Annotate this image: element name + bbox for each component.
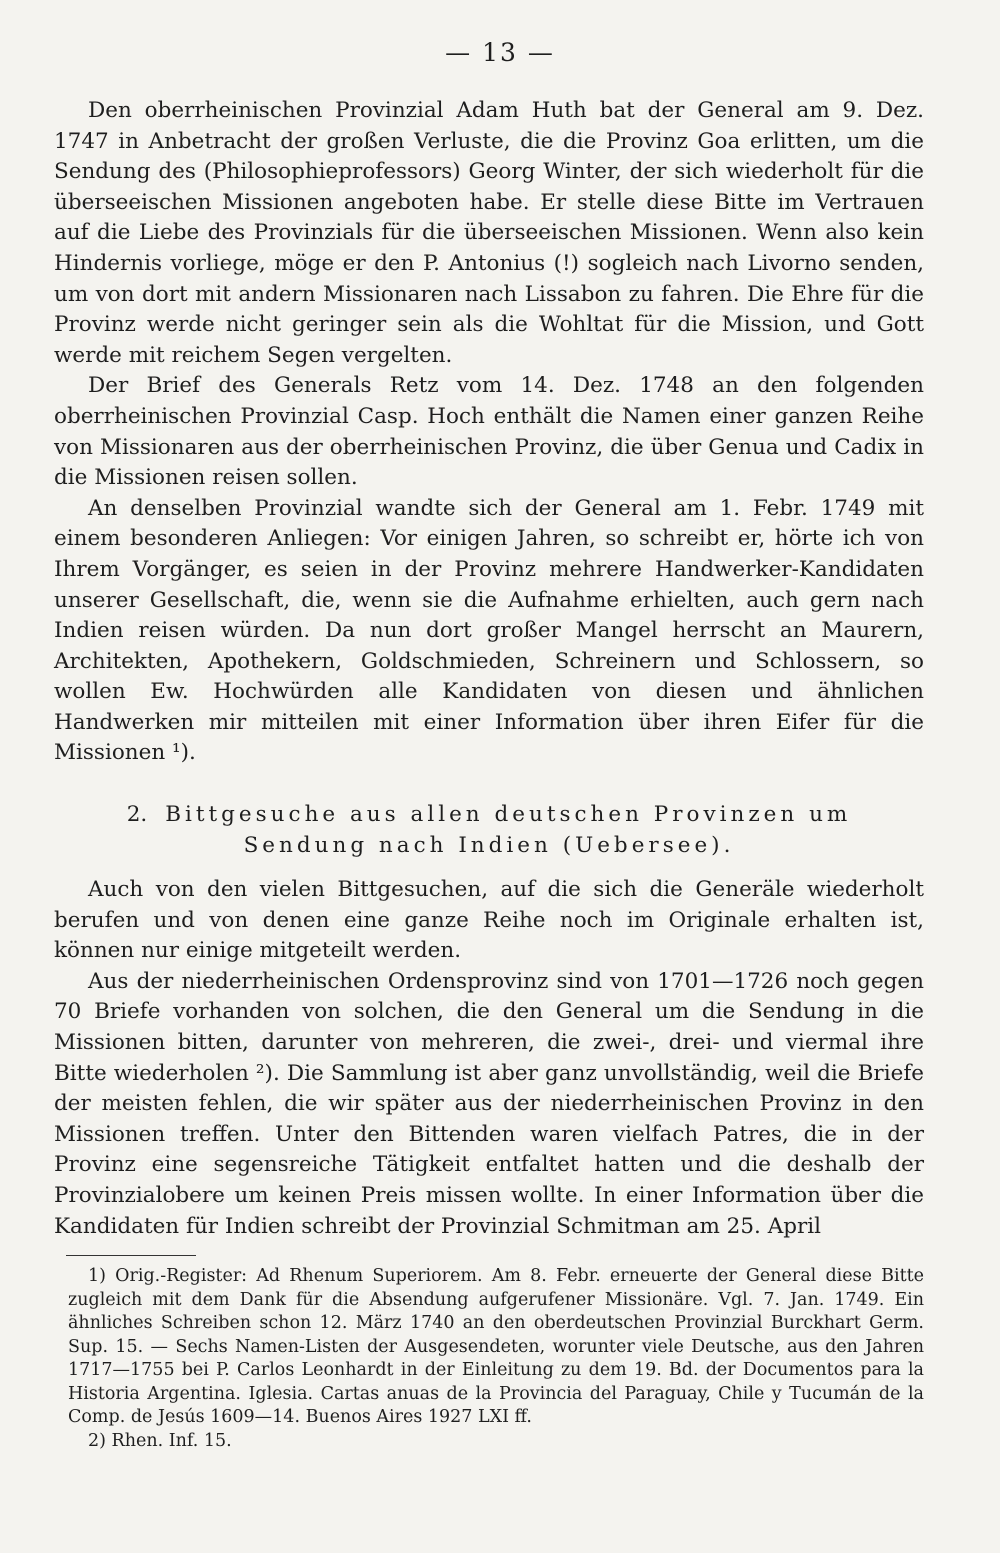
section-title-line2: Sendung nach Indien (Uebersee).: [243, 833, 735, 859]
paragraph: Aus der niederrheinischen Ordensprovinz sind von 1701—1726 noch gegen 70 Briefe vorhanden von solchen, die den General um die Sendung in die Missionen bitten, darunter von mehreren, die zwei-, drei- und viermal ihre Bitte wiederholen ²). Die Sammlung ist aber ganz unvollständig, weil die Briefe der meisten fehlen, die wir später aus der niederrheinischen Provinz in den Missionen treffen. Unter den Bittenden waren vielfach Patres, die in der Provinz eine segensreiche Tätigkeit entfaltet hatten und die deshalb der Provinzialobere um keinen Preis missen wollte. In einer Information über die Kandidaten für Indien schreibt der Provinzial Schmitman am 25. April: [54, 968, 924, 1239]
paragraph: Der Brief des Generals Retz vom 14. Dez. 1748 an den folgenden oberrheinischen Provinzial Casp. Hoch enthält die Namen einer ganzen Reihe von Missionaren aus der oberrheinischen Provinz, die über Genua und Cadix in die Missionen reisen sollen.: [54, 373, 924, 491]
section-heading: [54, 799, 924, 861]
page-number: — 13 —: [445, 38, 555, 67]
paragraph: Den oberrheinischen Provinzial Adam Huth bat der General am 9. Dez. 1747 in Anbetracht der großen Verluste, die die Provinz Goa erlitten, um die Sendung des (Philosophieprofessors) Georg Winter, der sich wiederholt für die überseeischen Missionen angeboten habe. Er stelle diese Bitte im Vertrauen auf die Liebe des Provinzials für die überseeischen Missionen. Wenn also kein Hindernis vorliege, möge er den P. Antonius (!) sogleich nach Livorno senden, um von dort mit andern Missionaren nach Lissabon zu fahren. Die Ehre für die Provinz werde nicht geringer sein als die Wohltat für die Mission, und Gott werde mit reichem Segen vergelten.: [54, 98, 924, 368]
footnote-divider: [66, 1255, 196, 1256]
footnotes: [68, 1265, 924, 1453]
main-text: [54, 96, 924, 1242]
paragraph: Auch von den vielen Bittgesuchen, auf die sich die Generäle wiederholt berufen und von denen eine ganze Reihe noch im Originale erhalten ist, können nur einige mitgeteilt werden.: [54, 877, 924, 964]
section-number: 2.: [126, 802, 148, 828]
section-title-line1: Bittgesuche aus allen deutschen Provinzen um: [165, 802, 852, 828]
section-heading-line1: [54, 799, 924, 830]
paragraph: An denselben Provinzial wandte sich der General am 1. Febr. 1749 mit einem besonderen Anliegen: Vor einigen Jahren, so schreibt er, hörte ich von Ihrem Vorgänger, es seien in der Provinz mehrere Handwerker-Kandidaten unserer Gesellschaft, die, wenn sie die Aufnahme erhielten, auch gern nach Indien reisen würden. Da nun dort großer Mangel herrscht an Maurern, Architekten, Apothekern, Goldschmieden, Schreinern und Schlossern, so wollen Ew. Hochwürden alle Kandidaten von diesen und ähnlichen Handwerken mir mitteilen mit einer Information über ihren Eifer für die Missionen ¹).: [54, 495, 924, 766]
footnote: 2) Rhen. Inf. 15.: [88, 1430, 232, 1451]
footnote: 1) Orig.-Register: Ad Rhenum Superiorem. Am 8. Febr. erneuerte der General diese Bitte zugleich mit dem Dank für die Absendung aufgerufener Missionäre. Vgl. 7. Jan. 1749. Ein ähnliches Schreiben schon 12. März 1740 an den oberdeutschen Provinzial Burckhart Germ. Sup. 15. — Sechs Namen-Listen der Ausgesendeten, worunter viele Deutsche, aus den Jahren 1717—1755 bei P. Carlos Leonhardt in der Einleitung zu dem 19. Bd. der Documentos para la Historia Argentina. Iglesia. Cartas anuas de la Provincia del Paraguay, Chile y Tucumán de la Comp. de Jesús 1609—14. Buenos Aires 1927 LXI ff.: [68, 1266, 924, 1427]
